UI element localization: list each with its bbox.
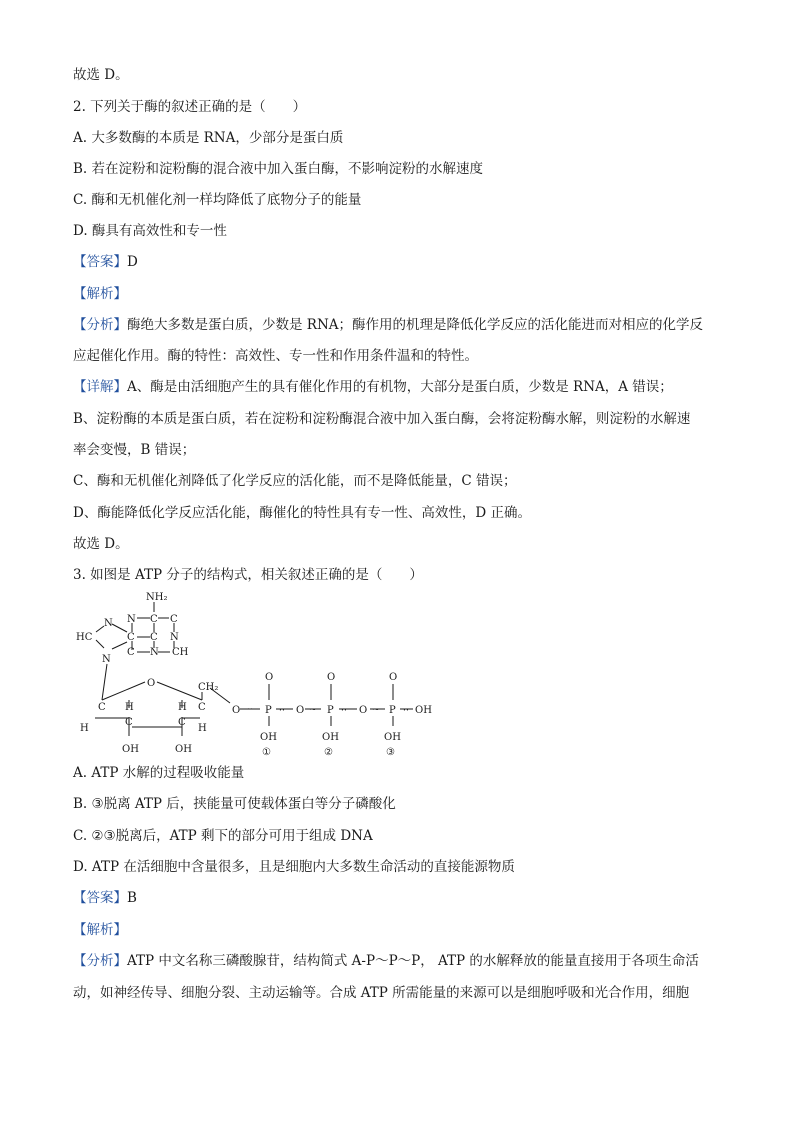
label-circle-3: ③	[386, 747, 395, 758]
svg-text:OH: OH	[384, 732, 401, 743]
fenxi-line	[73, 316, 703, 334]
xiangjie-line	[73, 378, 673, 396]
option-b: B. 若在淀粉和淀粉酶的混合液中加入蛋白酶，不影响淀粉的水解速度	[73, 161, 484, 177]
label-ch2: CH₂	[198, 682, 219, 693]
svg-text:N: N	[150, 647, 159, 658]
text-line: B、淀粉酶的本质是蛋白质，若在淀粉和淀粉酶混合液中加入蛋白酶，会将淀粉酶水解，则淀粉的水解速	[73, 411, 691, 427]
label-circle-1: ①	[262, 747, 271, 758]
svg-text:N: N	[170, 632, 179, 643]
svg-text:O: O	[327, 672, 336, 683]
label-circle-2: ②	[324, 747, 333, 758]
text-line: 故选 D。	[73, 536, 129, 552]
svg-text:~: ~	[372, 705, 380, 715]
fenxi-line	[73, 952, 699, 970]
analysis-tag: 【解析】	[73, 286, 127, 302]
svg-text:N: N	[102, 654, 111, 665]
question-2-stem: 2. 下列关于酶的叙述正确的是（ ）	[73, 99, 307, 115]
xiangjie-text: A、酶是由活细胞产生的具有催化作用的有机物，大部分是蛋白质，少数是 RNA，A 错误；	[127, 379, 673, 395]
phosphate-2: P	[327, 705, 334, 716]
phosphate-3: P	[389, 705, 396, 716]
svg-text:C: C	[127, 632, 135, 643]
svg-text:C: C	[150, 614, 158, 625]
svg-text:·: ·	[279, 706, 282, 716]
svg-text:C: C	[98, 702, 106, 713]
svg-text:H: H	[80, 723, 89, 734]
atp-structure-diagram	[70, 588, 450, 758]
option-c: C. 酶和无机催化剂一样均降低了底物分子的能量	[73, 192, 362, 208]
answer-value: B	[127, 890, 137, 906]
svg-text:·: ·	[282, 706, 285, 716]
answer-line	[73, 889, 137, 907]
answer-value: D	[127, 254, 138, 270]
option-a: A. ATP 水解的过程吸收能量	[73, 765, 245, 781]
svg-text:O: O	[265, 672, 274, 683]
option-a: A. 大多数酶的本质是 RNA，少部分是蛋白质	[73, 130, 344, 146]
text-line: 动，如神经传导、细胞分裂、主动运输等。合成 ATP 所需能量的来源可以是细胞呼吸和光合作用，细胞	[73, 985, 690, 1001]
svg-text:O: O	[296, 705, 305, 716]
fenxi-text: ATP 中文名称三磷酸腺苷，结构简式 A-P～P～P， ATP 的水解释放的能量直接用于各项生命活	[127, 953, 699, 969]
svg-text:OH: OH	[260, 732, 277, 743]
label-ch: CH	[172, 647, 189, 658]
fenxi-tag: 【分析】	[73, 317, 127, 333]
svg-text:C: C	[125, 717, 133, 728]
svg-text:O: O	[389, 672, 398, 683]
question-3-stem: 3. 如图是 ATP 分子的结构式，相关叙述正确的是（ ）	[73, 567, 423, 583]
svg-text:N: N	[127, 614, 136, 625]
answer-tag: 【答案】	[73, 254, 127, 270]
svg-text:·: ·	[250, 705, 253, 715]
svg-text:OH: OH	[322, 732, 339, 743]
xiangjie-tag: 【详解】	[73, 379, 127, 395]
svg-text:·: ·	[403, 706, 406, 716]
svg-text:OH: OH	[175, 744, 192, 755]
svg-text:C: C	[170, 614, 178, 625]
fenxi-tag: 【分析】	[73, 953, 127, 969]
text-line: C、酶和无机催化剂降低了化学反应的活化能，而不是降低能量，C 错误；	[73, 473, 517, 489]
text-line: 故选 D。	[73, 67, 129, 83]
analysis-heading	[73, 921, 127, 939]
svg-text:O: O	[147, 678, 156, 689]
phosphate-1: P	[265, 705, 272, 716]
text-line: D、酶能降低化学反应活化能，酶催化的特性具有专一性、高效性，D 正确。	[73, 505, 531, 521]
svg-text:H: H	[198, 723, 207, 734]
analysis-heading	[73, 285, 127, 303]
svg-text:C: C	[127, 647, 135, 658]
svg-text:·: ·	[341, 706, 344, 716]
option-b: B. ③脱离 ATP 后，挟能量可使载体蛋白等分子磷酸化	[73, 796, 396, 812]
fenxi-text: 酶绝大多数是蛋白质，少数是 RNA；酶作用的机理是降低化学反应的活化能进而对相应的化学反	[127, 317, 704, 333]
svg-text:OH: OH	[122, 744, 139, 755]
text-line: 应起催化作用。酶的特性：高效性、专一性和作用条件温和的特性。	[73, 348, 478, 364]
svg-text:O: O	[359, 705, 368, 716]
label-nh2: NH₂	[146, 592, 168, 603]
svg-text:·: ·	[344, 706, 347, 716]
svg-text:H: H	[125, 702, 134, 713]
option-d: D. ATP 在活细胞中含量很多，且是细胞内大多数生命活动的直接能源物质	[73, 859, 515, 875]
svg-text:C: C	[198, 702, 206, 713]
svg-text:·: ·	[406, 706, 409, 716]
svg-text:~: ~	[309, 705, 317, 715]
option-c: C. ②③脱离后，ATP 剩下的部分可用于组成 DNA	[73, 828, 373, 844]
svg-text:C: C	[178, 717, 186, 728]
svg-text:OH: OH	[415, 705, 432, 716]
svg-text:C: C	[150, 632, 158, 643]
svg-text:·: ·	[247, 705, 250, 715]
svg-text:H: H	[178, 702, 187, 713]
svg-text:N: N	[104, 618, 113, 629]
option-d: D. 酶具有高效性和专一性	[73, 223, 227, 239]
analysis-tag: 【解析】	[73, 922, 127, 938]
answer-tag: 【答案】	[73, 890, 127, 906]
label-hc: HC	[76, 632, 93, 643]
svg-text:O: O	[232, 705, 241, 716]
answer-line	[73, 253, 138, 271]
text-line: 率会变慢，B 错误；	[73, 442, 196, 458]
